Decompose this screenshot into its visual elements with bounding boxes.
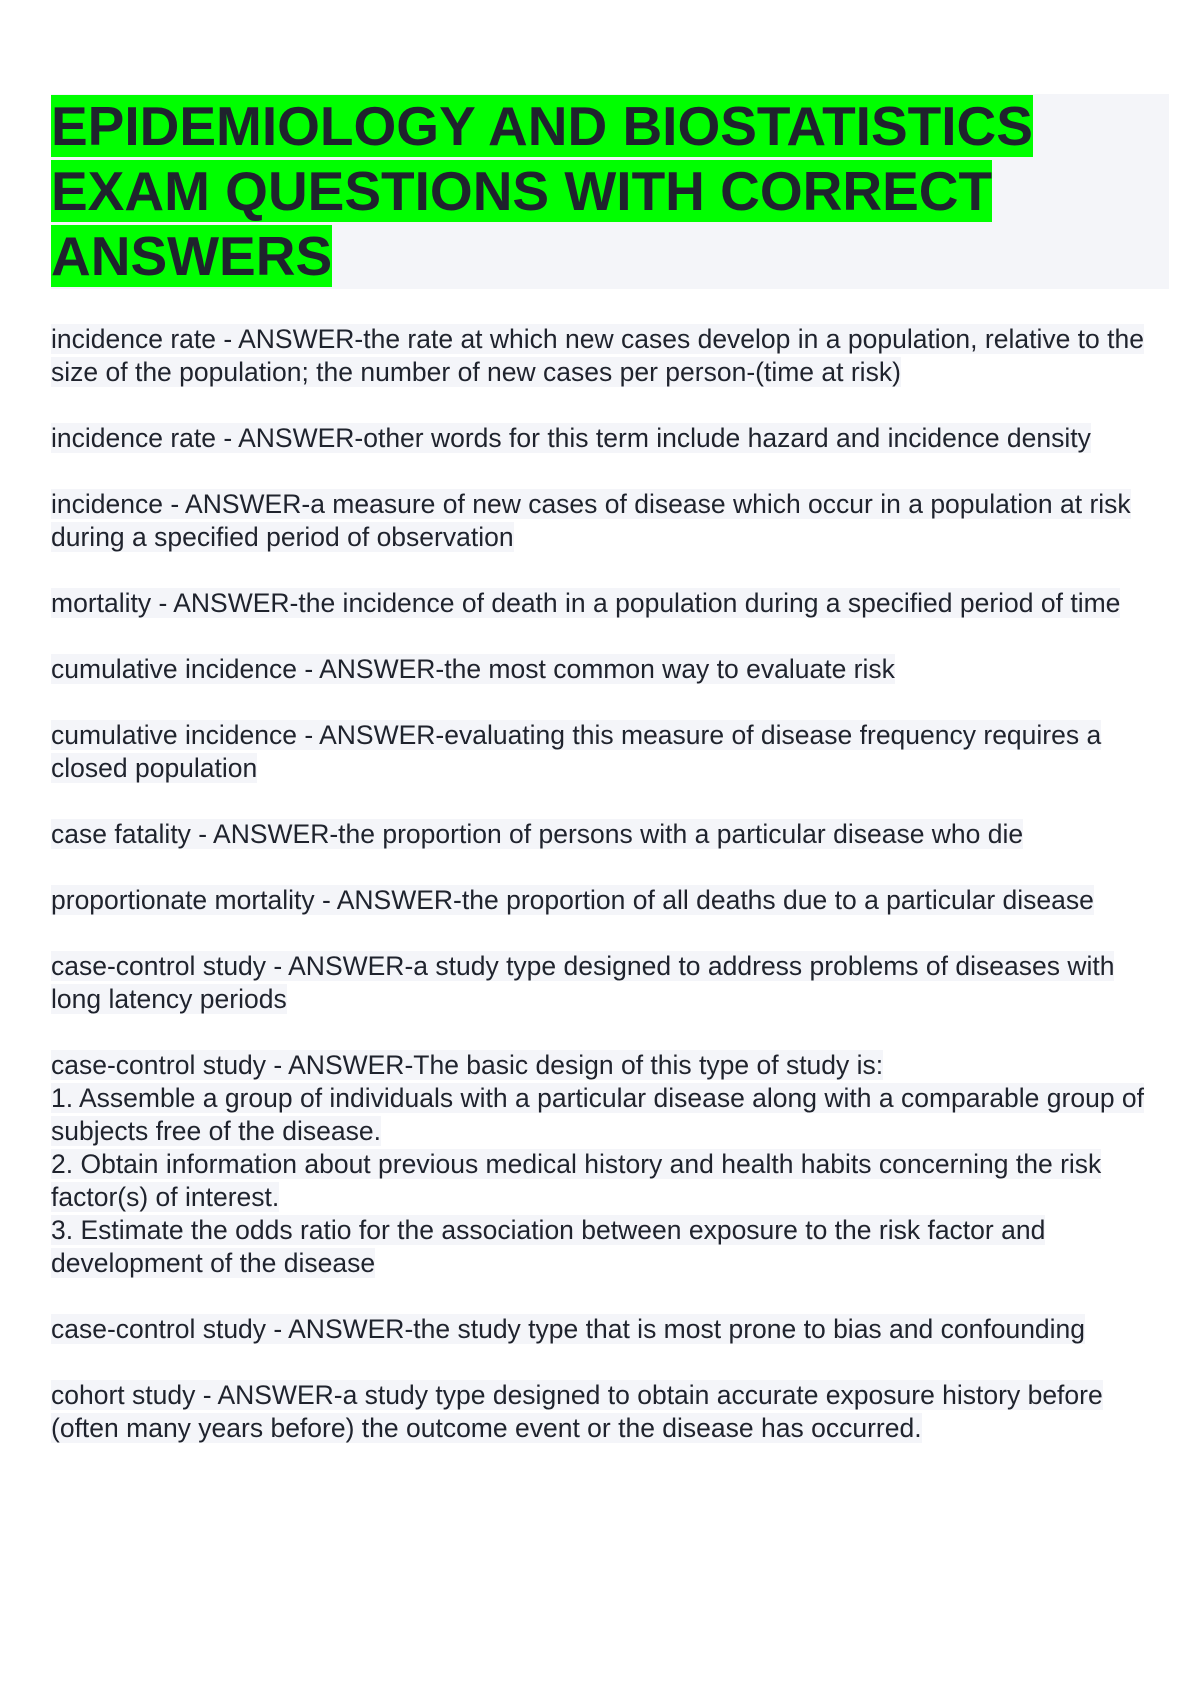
qa-text: case-control study - ANSWER-the study type that is most prone to bias and confounding [51,1314,1086,1344]
qa-entry [51,488,1169,554]
qa-text: case-control study - ANSWER-The basic design of this type of study is: [51,1050,884,1080]
document-title [51,94,1169,289]
qa-text: incidence rate - ANSWER-the rate at which new cases develop in a population, relative to the size of the population; the number of new cases per person-(time at risk) [51,324,1144,387]
qa-entry [51,818,1169,851]
qa-text: cohort study - ANSWER-a study type designed to obtain accurate exposure history before (often many years before) the outcome event or the disease has occurred. [51,1380,1103,1443]
qa-entry [51,653,1169,686]
qa-text: case-control study - ANSWER-a study type designed to address problems of diseases with long latency periods [51,951,1115,1014]
qa-text: mortality - ANSWER-the incidence of death in a population during a specified period of time [51,588,1121,618]
qa-step: 2. Obtain information about previous medical history and health habits concerning the risk factor(s) of interest. [51,1149,1102,1212]
qa-entry [51,587,1169,620]
title-line [51,224,1169,289]
document-page [51,94,1169,1478]
qa-entry [51,1379,1169,1445]
qa-entry [51,422,1169,455]
qa-step: 3. Estimate the odds ratio for the association between exposure to the risk factor and development of the disease [51,1215,1046,1278]
title-line [51,94,1169,159]
title-line [51,159,1169,224]
qa-entry [51,323,1169,389]
title-highlight: EPIDEMIOLOGY AND BIOSTATISTICS [51,95,1033,157]
qa-text: incidence rate - ANSWER-other words for this term include hazard and incidence density [51,423,1091,453]
qa-text: incidence - ANSWER-a measure of new cases of disease which occur in a population at risk during a specified period of observation [51,489,1131,552]
title-highlight: EXAM QUESTIONS WITH CORRECT [51,160,993,222]
qa-entry [51,884,1169,917]
qa-text: proportionate mortality - ANSWER-the proportion of all deaths due to a particular disease [51,885,1094,915]
qa-entry [51,1313,1169,1346]
qa-step: 1. Assemble a group of individuals with a particular disease along with a comparable group of subjects free of the disease. [51,1083,1145,1146]
qa-text: cumulative incidence - ANSWER-the most common way to evaluate risk [51,654,895,684]
qa-text: cumulative incidence - ANSWER-evaluating this measure of disease frequency requires a closed population [51,720,1102,783]
title-highlight: ANSWERS [51,225,333,287]
qa-entry [51,950,1169,1016]
qa-text: case fatality - ANSWER-the proportion of persons with a particular disease who die [51,819,1024,849]
qa-entry [51,719,1169,785]
qa-entry [51,1049,1169,1280]
